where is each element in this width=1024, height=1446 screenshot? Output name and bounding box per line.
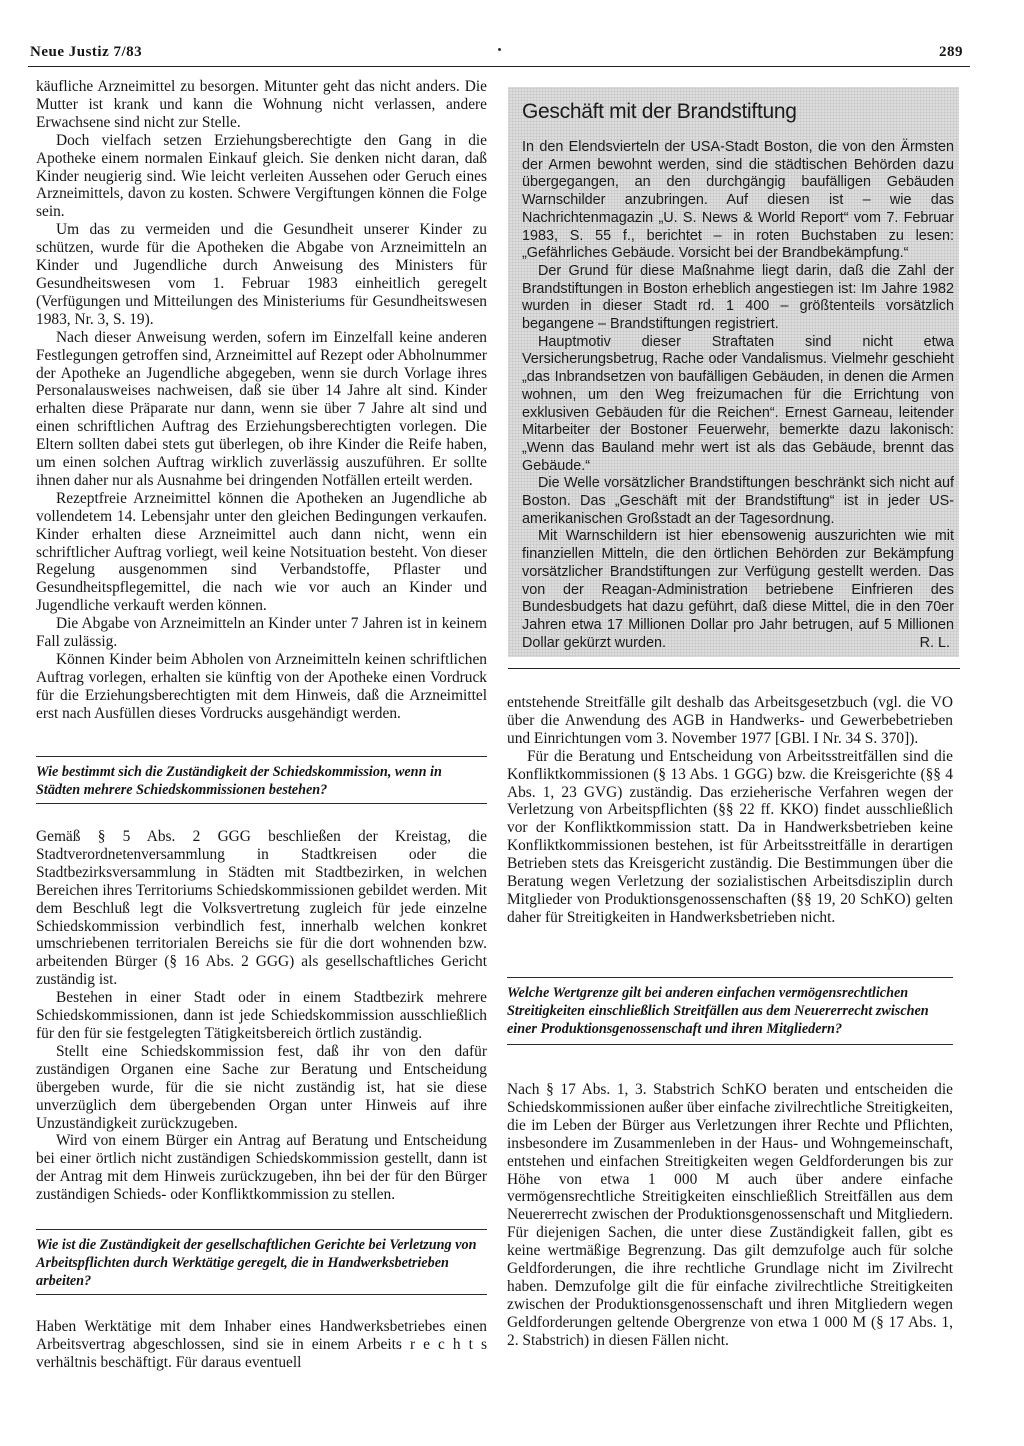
intro-paragraph: Rezeptfreie Arzneimittel können die Apotheken an Jugendliche ab vollendetem 14. Lebensjahr unter den gleichen Bedingungen verkaufen. Kinder erhalten diese Arzneimittel auch dann nicht, wenn ein schriftlicher Auftrag vorliegt, weil keine Notsituation besteht. Von dieser Regelung ausgenommen sind Verbandstoffe, Pflaster und Gesundheitspflegemittel, die nach wie vor auch an Kinder und Jugendliche verkauft werden können.	[36, 489, 487, 615]
answer-2-paragraph: Haben Werktätige mit dem Inhaber eines Handwerksbetriebes einen Arbeitsvertrag abgeschlossen, sind sie in einem Arbeits r e c h t s verhältnis beschäftigt. Für daraus eventuell	[36, 1318, 487, 1371]
intro-paragraph: Die Abgabe von Arzneimitteln an Kinder unter 7 Jahren ist in keinem Fall zulässig.	[36, 615, 487, 651]
answer-2-start	[36, 1318, 487, 1372]
boxed-article-rule	[508, 668, 960, 669]
answer-1-paragraph: Gemäß § 5 Abs. 2 GGG beschließen der Kreistag, die Stadtverordnetenversammlung in Stadtkreisen oder die Stadtbezirksversammlung in Städten mit Stadtbezirken, in welchen Bereichen ihres Territoriums Schiedskommissionen gebildet werden. Mit dem Beschluß legt die Volksvertretung zugleich für jede einzelne Schiedskommission verbindlich fest, innerhalb welchen konkret umschriebenen territorialen Bereichs sie für die dort wohnenden bzw. arbeitenden Bürger (§ 16 Abs. 2 GGG) als gesellschaftliches Gericht zuständig ist.	[36, 828, 487, 989]
intro-paragraph: Können Kinder beim Abholen von Arzneimitteln keinen schriftlichen Auftrag vorlegen, erhalten sie künftig von der Apotheke einen Vordruck für die Erziehungsberechtigten mit dem Hinweis, daß die Arzneimittel erst nach Ausfüllen dieses Vordrucks ausgehändigt werden.	[36, 651, 487, 722]
header-rule	[28, 66, 970, 67]
page-number: 289	[939, 44, 963, 60]
question-3: Welche Wertgrenze gilt bei anderen einfachen vermögensrechtlichen Streitigkeiten einschließlich Streitfällen aus dem Neuererrecht zwischen einer Produktionsgenossenschaft und ihren Mitgliedern?	[507, 985, 929, 1037]
question-2-block	[36, 1229, 487, 1295]
answer-1	[36, 828, 487, 1204]
boxed-article	[508, 87, 959, 657]
boxed-article-paragraph: Die Welle vorsätzlicher Brandstiftungen beschränkt sich nicht auf Boston. Das „Geschäft mit der Brandstiftung“ ist in jeder US-amerikanischen Großstadt an der Tagesordnung.	[522, 475, 954, 527]
question-rule-bottom	[507, 1044, 953, 1045]
answer-1-paragraph: Wird von einem Bürger ein Antrag auf Beratung und Entscheidung bei einer örtlich nicht zuständigen Schiedskommission gestellt, dann ist der Antrag mit dem Hinweis zurückzugeben, ihn bei der für den Bürger zuständigen Schieds- oder Konfliktkommission zu stellen.	[36, 1132, 487, 1204]
header-dot	[498, 48, 501, 51]
boxed-article-paragraph	[522, 528, 954, 652]
answer-1-paragraph: Bestehen in einer Stadt oder in einem Stadtbezirk mehrere Schiedskommissionen, dann ist jede Schiedskommission ausschließlich für den für sie festgelegten Tätigkeitsbereich örtlich zuständig.	[36, 989, 487, 1042]
question-1: Wie bestimmt sich die Zuständigkeit der Schiedskommission, wenn in Städten mehrere Schiedskommissionen bestehen?	[36, 764, 442, 798]
left-column-intro	[36, 78, 487, 723]
answer-3	[507, 1081, 953, 1350]
question-1-block	[36, 756, 487, 804]
boxed-article-body	[522, 139, 954, 652]
right-column-continuation	[507, 694, 953, 927]
question-rule-bottom	[36, 1294, 487, 1295]
intro-paragraph: Nach dieser Anweisung werden, sofern im Einzelfall keine anderen Festlegungen getroffen sind, Arzneimittel auf Rezept oder Abholnummer der Apotheke an Jugendliche abgegeben, wenn sie durch Vorlage ihres Personalausweises nachweisen, daß sie über 14 Jahre alt sind. Kinder erhalten diese Präparate nur dann, wenn sie über 7 Jahre alt sind und einen schriftlichen Auftrag des Erziehungsberechtigten vorlegen. Die Eltern sollten dabei stets gut überlegen, ob ihre Kinder die Reife haben, um einen solchen Auftrag wirklich zuverlässig auszuführen. Er sollte ihnen daher nur als Ausnahme bei dringenden Notfällen erteilt werden.	[36, 328, 487, 489]
boxed-article-paragraph: In den Elendsvierteln der USA-Stadt Boston, die von den Ärmsten der Armen bewohnt werden, sind die städtischen Behörden dazu übergegangen, an den durchgängig baufälligen Gebäuden Warnschilder anzubringen. Auf diesen ist – wie das Nachrichtenmagazin „U. S. News & World Report“ vom 7. Februar 1983, S. 55 f., berichtet – in roten Buchstaben zu lesen: „Gefährliches Gebäude. Vorsicht bei der Brandbekämpfung.“	[522, 139, 954, 262]
boxed-article-paragraph: Der Grund für diese Maßnahme liegt darin, daß die Zahl der Brandstiftungen in Boston erheblich angestiegen ist: Im Jahre 1982 wurden in dieser Stadt rd. 1 400 – größtenteils vorsätzlich begangene – Brandstiftungen registriert.	[522, 262, 954, 333]
answer-3-paragraph: Nach § 17 Abs. 1, 3. Stabstrich SchKO beraten und entscheiden die Schiedskommissionen außer über einfache zivilrechtliche Streitigkeiten, die im Leben der Bürger aus Verletzungen ihrer Rechte und Pflichten, insbesondere im Zusammenleben in der Haus- und Wohngemeinschaft, entstehen und einfachen Streitigkeiten wegen Geldforderungen bis zur Höhe von etwa 1 000 M auch über andere einfache vermögensrechtliche Streitigkeiten einschließlich Streitfällen aus dem Neuererrecht zwischen der Produktionsgenossenschaft und Mitgliedern. Für diejenigen Sachen, die unter diese Zuständigkeit fallen, gibt es keine wertmäßige Begrenzung. Das gilt demzufolge auch für solche Geldforderungen, die ihre rechtliche Grundlage nicht im Zivilrecht haben. Demzufolge gilt die für einfache zivilrechtliche Streitigkeiten zwischen der Produktionsgenossenschaft und ihren Mitgliedern wegen Geldforderungen geltende Obergrenze von etwa 1 000 M (§ 17 Abs. 1, 2. Stabstrich) in diesen Fällen nicht.	[507, 1081, 953, 1349]
answer-1-paragraph: Stellt eine Schiedskommission fest, daß ihr von den dafür zuständigen Organen eine Sache zur Beratung und Entscheidung übergeben wurde, für die sie nicht zuständig ist, hat sie diese unverzüglich dem übergebenden Organ unter Hinweis auf ihre Unzuständigkeit zurückzugeben.	[36, 1042, 487, 1132]
question-2: Wie ist die Zuständigkeit der gesellschaftlichen Gerichte bei Verletzung von Arbeitspflichten durch Werktätige geregelt, die in Handwerksbetrieben arbeiten?	[36, 1237, 477, 1289]
boxed-article-signature: R. L.	[919, 634, 950, 651]
question-rule-bottom	[36, 803, 487, 804]
boxed-article-title: Geschäft mit der Brandstiftung	[522, 100, 797, 123]
intro-paragraph: käufliche Arzneimittel zu besorgen. Mitunter geht das nicht anders. Die Mutter ist krank und kann die Wohnung nicht verlassen, andere Erwachsene sind nicht zur Stelle.	[36, 78, 487, 131]
boxed-article-last-text: Mit Warnschildern ist hier ebensowenig auszurichten wie mit finanziellen Mitteln, die den örtlichen Behörden zur Bekämpfung vorsätzlicher Brandstiftungen zur Verfügung gestellt werden. Das von der Reagan-Administration betriebene Einfrieren des Bundesbudgets hat dazu geführt, daß diese Mittel, die in den 70er Jahren etwa 17 Millionen Dollar pro Jahr betrugen, auf 5 Millionen Dollar gekürzt wurden.	[522, 528, 954, 651]
continuation-paragraph: entstehende Streitfälle gilt deshalb das Arbeitsgesetzbuch (vgl. die VO über die Anwendung des AGB in Handwerks- und Gewerbebetrieben und Einrichtungen vom 3. November 1977 [GBl. I Nr. 34 S. 370]).	[507, 694, 953, 747]
intro-paragraph: Um das zu vermeiden und die Gesundheit unserer Kinder zu schützen, wurde für die Apotheken die Abgabe von Arzneimitteln an Kinder und Jugendliche durch Anweisung des Ministers für Gesundheitswesen vom 1. Februar 1983 einheitlich geregelt (Verfügungen und Mitteilungen des Ministeriums für Gesundheitswesen 1983, Nr. 3, S. 19).	[36, 221, 487, 328]
question-3-block	[507, 977, 953, 1045]
intro-paragraph: Doch vielfach setzen Erziehungsberechtigte den Gang in die Apotheke einem normalen Einkauf gleich. Sie denken nicht daran, daß Kinder neugierig sind. Wie leicht verleiten Aussehen oder Geruch eines Arzneimittels, davon zu kosten. Schwere Vergiftungen können die Folge sein.	[36, 131, 487, 221]
continuation-paragraph: Für die Beratung und Entscheidung von Arbeitsstreitfällen sind die Konfliktkommissionen (§ 13 Abs. 1 GGG) bzw. die Kreisgerichte (§§ 4 Abs. 1, 23 GVG) zuständig. Das erzieherische Verfahren wegen der Verletzung von Arbeitspflichten (§§ 22 ff. KKO) findet ausschließlich vor der Konfliktkommission statt. Da in Handwerksbetrieben keine Konfliktkommissionen bestehen, ist für Arbeitsstreitfälle in derartigen Betrieben stets das Kreisgericht zuständig. Die Bestimmungen über die Beratung wegen Verletzung der sozialistischen Arbeitsdisziplin durch Mitglieder von Produktionsgenossenschaften (§§ 19, 20 SchKO) gelten daher für Streitigkeiten in Handwerksbetrieben nicht.	[507, 747, 953, 926]
journal-header: Neue Justiz 7/83	[30, 44, 143, 60]
boxed-article-paragraph: Hauptmotiv dieser Straftaten sind nicht etwa Versicherungsbetrug, Rache oder Vandalismus. Vielmehr geschieht „das Inbrandsetzen von baufälligen Gebäuden, in denen die Armen wohnen, um den Weg freizumachen für die Errichtung von exklusiven Gebäuden für die Reichen“. Ernest Garneau, leitender Mitarbeiter der Bostoner Feuerwehr, bemerkte dazu lakonisch: „Wenn das Bauland mehr wert ist als das Gebäude, brennt das Gebäude.“	[522, 333, 954, 474]
